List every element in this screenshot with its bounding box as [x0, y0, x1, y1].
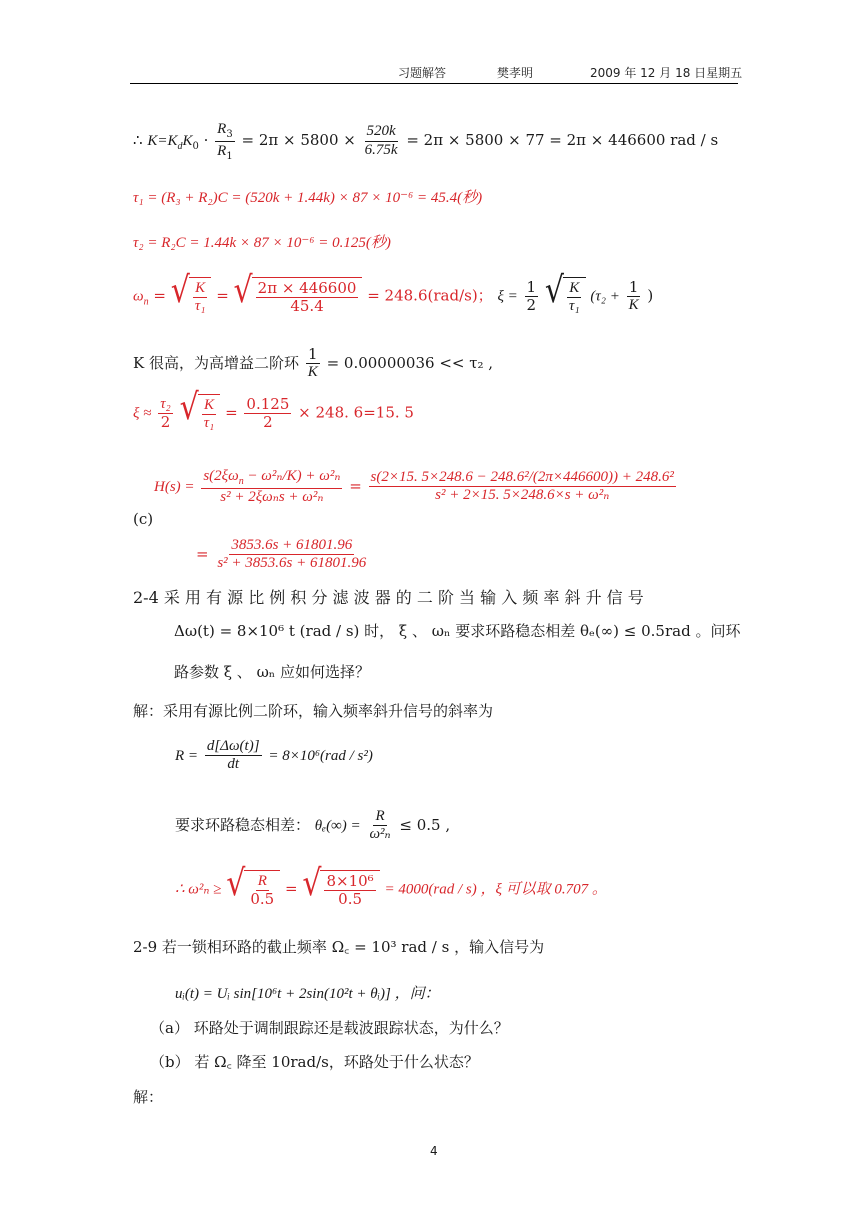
wn-xi-equation: $\omega_n$ = √ $\frac{K}{\text{τ₁}}$ = √ $\frac{2\pi \times 446600}{45.4}$ = 248.6(rad/s)； ξ = $\frac{1}{2}$ √ $\frac{K}{\text{τ₁}}$ (τ₂ + $\frac{1}{K}$ ) [133, 269, 654, 316]
page-number: 4 [430, 1144, 438, 1158]
question-2-9-line1: 2-9 若一锁相环路的截止频率 Ω꜀ = 10³ rad / s ，输入信号为 [133, 938, 545, 956]
header-course: 习题解答 [398, 66, 447, 80]
k-equation: ∴ $K=K_dK_0$ · $\frac{R_3}{R_1}$ = 2π × 5800 × $\frac{520k}{6.75k}$ = 2π × 5800 × 77 = 2π × 446600 rad / s [133, 121, 719, 162]
question-2-9-part-b: （b） 若 Ω꜀ 降至 10rad/s，环路处于什么状态？ [150, 1053, 479, 1071]
header-date: 2009 年 12 月 18 日星期五 [590, 66, 743, 80]
question-2-9-line2: uᵢ(t) = Uᵢ sin[10⁶t + 2sin(10²t + θᵢ)] ，问： [175, 986, 440, 1002]
solution-2-9-label: 解： [133, 1088, 164, 1106]
hs-equation: H(s) = $\frac{s(2\xi\omega_n - \omega^2_n/K) + \omega^2_n}{\text{s² + 2ξωₙs + ω²ₙ}}$ = $\frac{\text{s(2×15. 5×248.6 − 248.6²/(2π×446600)) + 248.6²}}{\text{s² + 2×15. 5×248.6×s + ω²ₙ}}$ [154, 468, 674, 505]
header-rule [130, 83, 738, 84]
header-author: 樊孝明 [497, 66, 534, 80]
question-2-4-line3: 路参数 ξ 、 ωₙ 应如何选择？ [174, 663, 371, 681]
part-c-label: (c) [133, 510, 154, 528]
wn-squared-equation: ∴ ω²ₙ ≥ √ $\frac{R}{0.5}$ = √ $\frac{\text{8×10⁶}}{0.5}$ = 4000(rad / s) ，ξ 可以取 0.707 。 [175, 862, 607, 909]
slope-equation: R = $\frac{d[\Delta\omega(t)]}{dt}$ = 8×10⁶(rad / s²) [175, 738, 373, 773]
hs-simplified: = $\frac{3853.6s + 61801.96}{\text{s² + 3853.6s + 61801.96}}$ [196, 537, 367, 572]
tau2-equation: τ₂ = R₂C = 1.44k × 87 × 10⁻⁶ = 0.125(秒) [133, 235, 391, 251]
tau1-equation: τ₁ = (R₃ + R₂)C = (520k + 1.44k) × 87 × 10⁻⁶ = 45.4(秒) [133, 190, 483, 206]
question-2-4-line1: 2-4 采 用 有 源 比 例 积 分 滤 波 器 的 二 阶 当 输 入 频 率 斜 升 信 号 [133, 588, 644, 607]
xi-approx-equation: ξ ≈ $\frac{\text{τ₂}}{2}$ √ $\frac{K}{\text{τ₁}}$ = $\frac{0.125}{2}$ × 248. 6=15. 5 [133, 386, 414, 432]
question-2-4-line2: Δω(t) = 8×10⁶ t (rad / s) 时， ξ 、 ωₙ 要求环路稳态相差 θₑ(∞) ≤ 0.5rad 。问环 [174, 622, 741, 640]
solution-2-4-intro: 解：采用有源比例二阶环，输入频率斜升信号的斜率为 [133, 702, 494, 720]
high-gain-line: K 很高，为高增益二阶环 $\frac{1}{K}$ = 0.00000036 << τ₂ , [133, 345, 494, 381]
steady-state-equation: 要求环路稳态相差： θₑ(∞) = $\frac{R}{\text{ω²ₙ}}$ ≤ 0.5 , [175, 808, 451, 843]
question-2-9-part-a: （a） 环路处于调制跟踪还是载波跟踪状态，为什么？ [150, 1019, 509, 1037]
